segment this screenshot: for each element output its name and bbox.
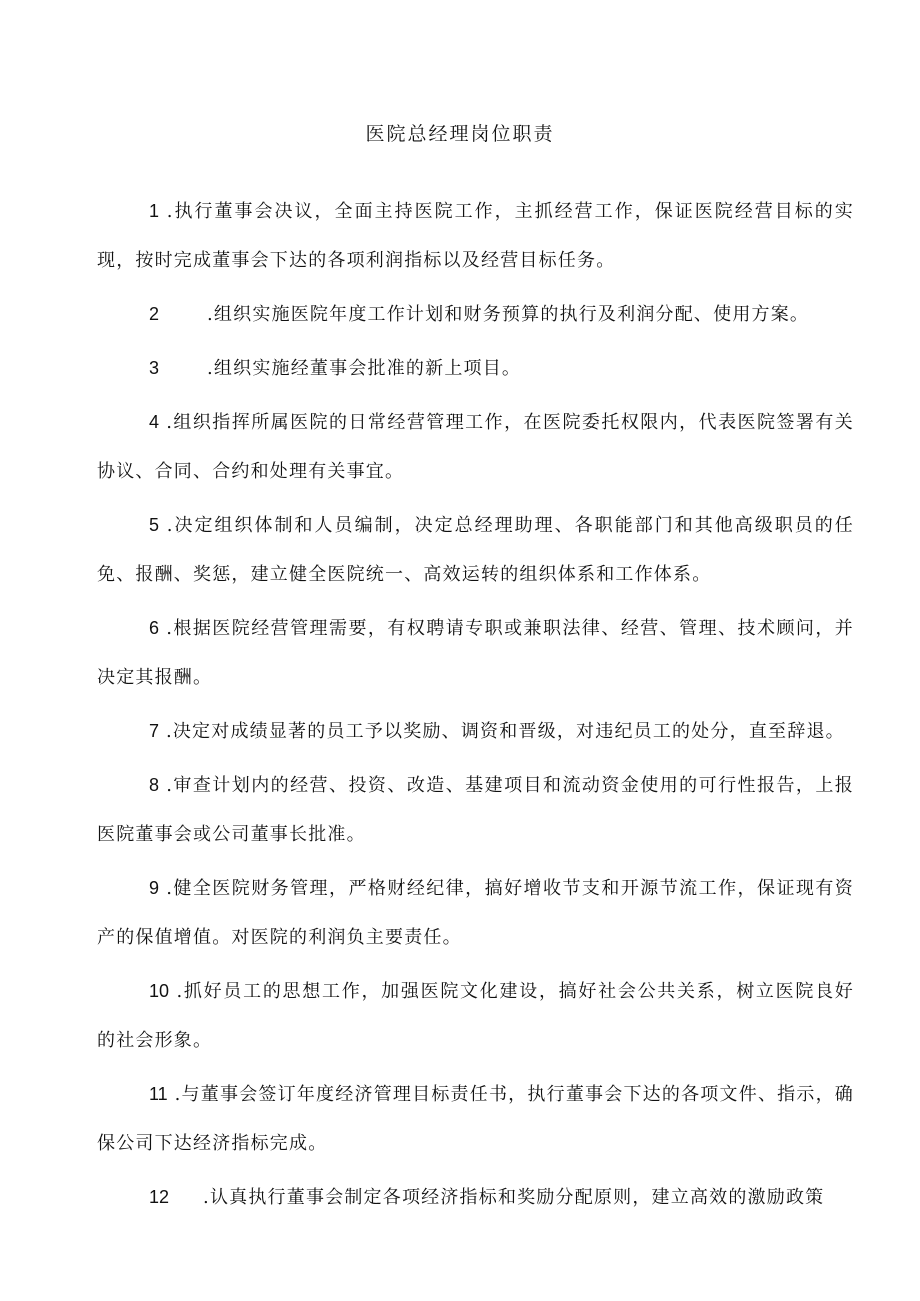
item-number: 5 (149, 515, 160, 535)
list-item (97, 398, 854, 496)
item-text: .审查计划内的经营、投资、改造、基建项目和流动资金使用的可行性报告，上报医院董事会或公司董事长批准。 (97, 775, 855, 845)
item-text: .组织实施经董事会批准的新上项目。 (207, 358, 522, 379)
item-number: 8 (149, 775, 160, 795)
item-text: .与董事会签订年度经济管理目标责任书，执行董事会下达的各项文件、指示，确保公司下达经济指标完成。 (97, 1084, 854, 1154)
item-text: .抓好员工的思想工作，加强医院文化建设，搞好社会公共关系，树立医院良好的社会形象。 (97, 981, 855, 1051)
list-item (97, 604, 854, 702)
item-number: 9 (149, 878, 160, 898)
item-text: .认真执行董事会制定各项经济指标和奖励分配原则，建立高效的激励政策 (203, 1187, 825, 1208)
item-number: 4 (149, 412, 160, 432)
list-item (97, 864, 854, 962)
item-number: 6 (149, 618, 160, 638)
list-item (97, 967, 854, 1065)
list-item (97, 187, 854, 285)
page-title: 医院总经理岗位职责 (365, 123, 555, 145)
item-text: .决定组织体制和人员编制，决定总经理助理、各职能部门和其他高级职员的任免、报酬、奖惩，建立健全医院统一、高效运转的组织体系和工作体系。 (97, 515, 855, 585)
duty-list (97, 187, 854, 1227)
item-text: .执行董事会决议，全面主持医院工作，主抓经营工作，保证医院经营目标的实现，按时完成董事会下达的各项利润指标以及经营目标任务。 (97, 201, 855, 271)
item-number: 7 (149, 721, 160, 741)
item-number: 2 (149, 304, 160, 324)
item-number: 3 (149, 358, 160, 378)
list-item (97, 1070, 854, 1168)
item-text: .组织指挥所属医院的日常经营管理工作，在医院委托权限内，代表医院签署有关协议、合同、合约和处理有关事宜。 (97, 412, 855, 482)
item-number: 11 (149, 1084, 168, 1104)
item-number: 12 (149, 1187, 170, 1207)
item-text: .决定对成绩显著的员工予以奖励、调资和晋级，对违纪员工的处分，直至辞退。 (165, 721, 845, 742)
item-number: 1 (149, 201, 160, 221)
list-item (97, 501, 854, 599)
list-item (97, 707, 854, 756)
list-item (97, 344, 854, 393)
list-item (97, 290, 854, 339)
list-item (97, 1173, 854, 1222)
item-text: .根据医院经营管理需要，有权聘请专职或兼职法律、经营、管理、技术顾问，并决定其报酬。 (97, 618, 855, 688)
item-text: .组织实施医院年度工作计划和财务预算的执行及利润分配、使用方案。 (207, 304, 810, 325)
item-text: .健全医院财务管理，严格财经纪律，搞好增收节支和开源节流工作，保证现有资产的保值增值。对医院的利润负主要责任。 (97, 878, 855, 948)
list-item (97, 761, 854, 859)
item-number: 10 (149, 981, 170, 1001)
